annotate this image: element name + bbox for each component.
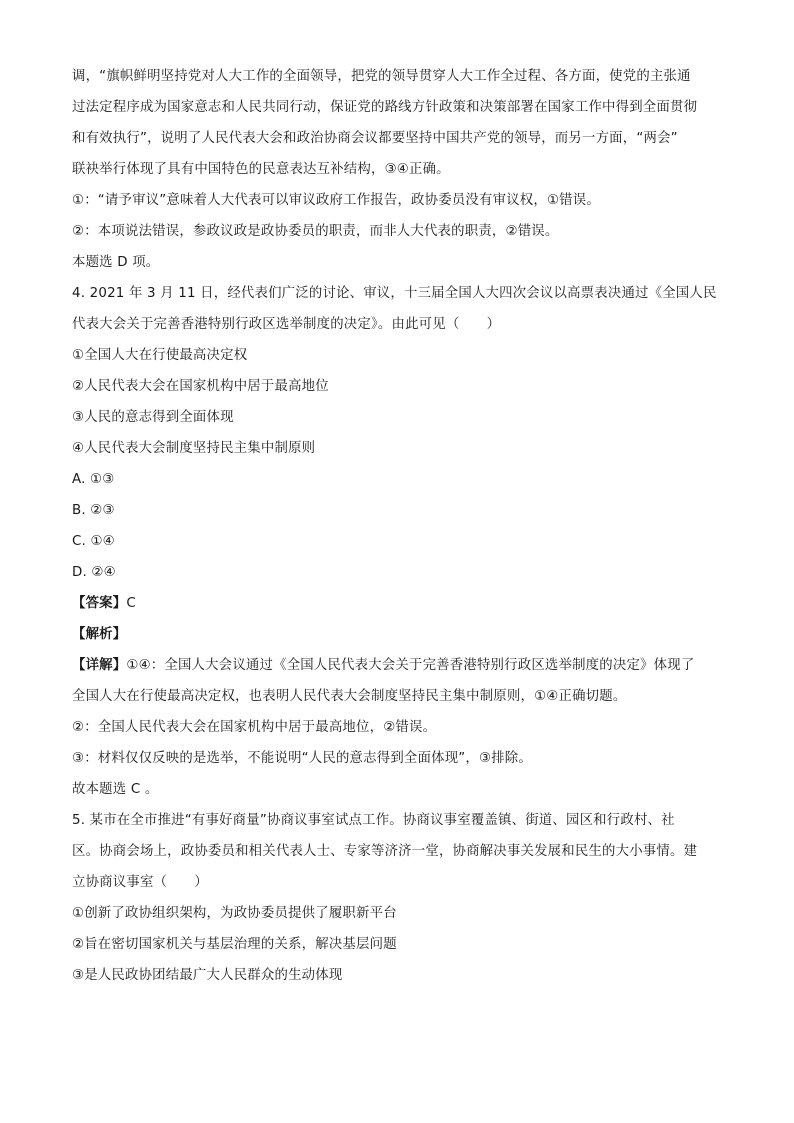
question-5-stem: 立协商议事室（ ） (72, 875, 208, 890)
question-5-stem: 5. 某市在全市推进“有事好商量”协商议事室试点工作。协商议事室覆盖镇、街道、园区和行政村、社 (72, 813, 675, 828)
option-c: C. ①④ (72, 534, 115, 549)
statement-item: ④人民代表大会制度坚持民主集中制原则 (72, 441, 316, 456)
document-body (72, 61, 722, 991)
question-5-stem: 区。协商会场上，政协委员和相关代表人士、专家等济济一堂，协商解决事关发展和民生的大小事情。建 (72, 844, 698, 859)
answer-value: C (126, 596, 136, 611)
answer-line (72, 588, 722, 619)
detail-text: ①④：全国人大会议通过《全国人民代表大会关于完善香港特别行政区选举制度的决定》体现了 (126, 658, 695, 673)
text-line: 和有效执行”，说明了人民代表大会和政治协商会议都要坚持中国共产党的领导，而另一方面，“两会” (72, 131, 678, 146)
question-4-stem: 4. 2021 年 3 月 11 日，经代表们广泛的讨论、审议，十三届全国人大四次会议以高票表决通过《全国人民 (72, 286, 717, 301)
text-line: ③：材料仅仅反映的是选举，不能说明“人民的意志得到全面体现”，③排除。 (72, 751, 532, 766)
statement-item: ②人民代表大会在国家机构中居于最高地位 (72, 379, 329, 394)
text-line: 调，“旗帜鲜明坚持党对人大工作的全面领导，把党的领导贯穿人大工作全过程、各方面，使党的主张通 (72, 69, 691, 84)
statement-item: ③是人民政协团结最广大人民群众的生动体现 (72, 968, 343, 983)
question-4-stem: 代表大会关于完善香港特别行政区选举制度的决定》。由此可见（ ） (72, 317, 501, 332)
text-line: 全国人大在行使最高决定权，也表明人民代表大会制度坚持民主集中制原则，①④正确切题。 (72, 689, 627, 704)
text-line: 过法定程序成为国家意志和人民共同行动，保证党的路线方针政策和决策部署在国家工作中得到全面贯彻 (72, 100, 698, 115)
text-line: 本题选 D 项。 (72, 255, 160, 270)
statement-item: ①全国人大在行使最高决定权 (72, 348, 248, 363)
text-line: ②：本项说法错误，参政议政是政协委员的职责，而非人大代表的职责，②错误。 (72, 224, 559, 239)
detail-tag: 【详解】 (72, 658, 127, 673)
text-line: 故本题选 C 。 (72, 782, 159, 797)
statement-item: ①创新了政协组织架构，为政协委员提供了履职新平台 (72, 906, 397, 921)
option-a: A. ①③ (72, 472, 115, 487)
answer-tag: 【答案】 (72, 596, 127, 611)
option-b: B. ②③ (72, 503, 115, 518)
text-line: 联袂举行体现了具有中国特色的民意表达互补结构，③④正确。 (72, 162, 450, 177)
detail-line (72, 650, 722, 681)
statement-item: ②旨在密切国家机关与基层治理的关系，解决基层问题 (72, 937, 397, 952)
statement-item: ③人民的意志得到全面体现 (72, 410, 234, 425)
option-d: D. ②④ (72, 565, 116, 580)
text-line: ①：“请予审议”意味着人大代表可以审议政府工作报告，政协委员没有审议权，①错误。 (72, 193, 600, 208)
analysis-line (72, 619, 722, 650)
analysis-tag: 【解析】 (72, 627, 127, 642)
text-line: ②：全国人民代表大会在国家机构中居于最高地位，②错误。 (72, 720, 437, 735)
